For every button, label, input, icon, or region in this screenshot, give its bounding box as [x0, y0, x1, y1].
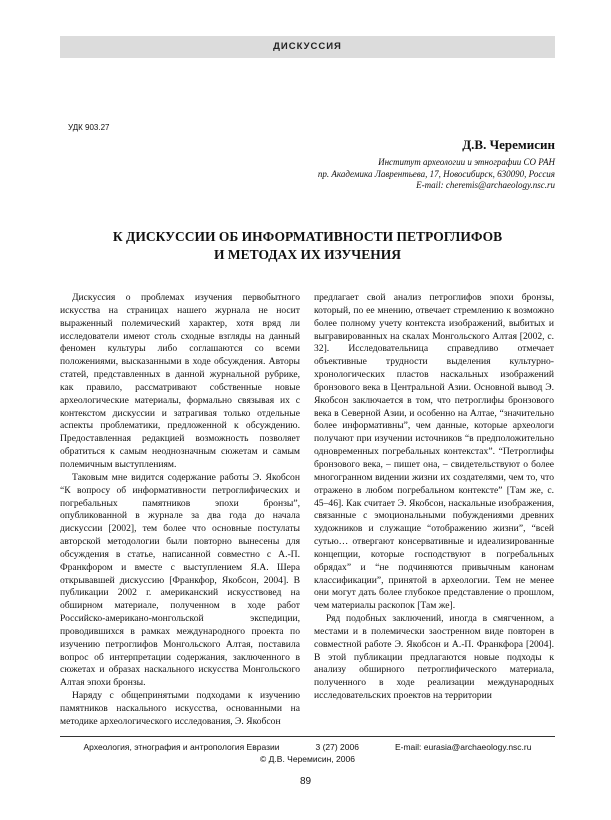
udk-code: УДК 903.27 — [68, 123, 110, 132]
journal-email: E-mail: eurasia@archaeology.nsc.ru — [394, 742, 532, 752]
author-name: Д.В. Черемисин — [462, 137, 555, 152]
author-block — [318, 137, 555, 192]
paragraph: Ряд подобных заключений, иногда в смягченном, а местами и в полемически заостренном виде повторен в совместной работе Э. Якобсон и А.-П. Франкфора [2004]. В этой публикации предлагаются новые подходы к анализу обширного петроглифического материала, полученного в ходе реализации международных исследовательских проектов на территории — [314, 613, 554, 702]
paragraph: Таковым мне видится содержание работы Э. Якобсон “К вопросу об информативности петроглифических и погребальных памятников эпохи бронзы”, опубликованной в журнале за два года до начала дискуссии [2002], тем более что основные постулаты авторской методологии были повторно вынесены для обсуждения в статье, написанной совместно с А.-П. Франкфором и вместе с выступлением Я.А. Шера открывавшей дискуссию [Франкфор, Якобсон, 2004]. В публикации 2002 г. американский искусствовед на обширном материале, полученном в ходе работ Российско-американо-монгольской экспедиции, проводившихся в рамках международного проекта по изучению петроглифов Монгольского Алтая, поставила вопрос об интерпретации содержания, заключенного в сюжетах и образах наскального искусства Монгольского Алтая эпохи бронзы. — [60, 471, 300, 689]
author-address: пр. Академика Лаврентьева, 17, Новосибирск, 630090, Россия — [317, 168, 555, 179]
journal-name: Археология, этнография и антропология Евразии — [83, 742, 280, 752]
journal-issue: 3 (27) 2006 — [315, 742, 359, 752]
author-institute: Институт археологии и этнографии СО РАН — [378, 157, 555, 167]
footer-divider — [60, 736, 555, 737]
title-line-2: И МЕТОДАХ ИХ ИЗУЧЕНИЯ — [214, 247, 401, 262]
footer-citation — [60, 742, 555, 752]
page-number: 89 — [299, 776, 312, 787]
copyright: © Д.В. Черемисин, 2006 — [260, 754, 355, 764]
paragraph: Наряду с общепринятыми подходами к изучению памятников наскального искусства, основанными на методике археологического исследования, Э. Якобсон — [60, 690, 300, 727]
author-email: E-mail: cheremis@archaeology.nsc.ru — [416, 180, 555, 190]
title-line-1: К ДИСКУССИИ ОБ ИНФОРМАТИВНОСТИ ПЕТРОГЛИФОВ — [112, 229, 503, 244]
paragraph-continued: предлагает свой анализ петроглифов эпохи бронзы, который, по ее мнению, отвечает стремлению к возможно более полному учету контекста изображений, выбитых и выгравированных на скалах Монгольского Алтая [2002, с. 32]. Исследовательница справедливо отмечает объективные трудности выделения культурно-хронологических пластов наскальных изображений бронзового века в Центральной Азии. Основной вывод Э. Якобсон заключается в том, что петроглифы бронзового века в Северной Азии, и особенно на Алтае, “значительно более информативны”, чем данные, которые археологи получают при изучении источников “в предположительно одновременных погребальных контекстах”. “Петроглифы бронзового века, – пишет она, – свидетельствуют о более многогранном видении жизни их создателями, чем то, что отражено в любом погребальном контексте” [Там же, с. 45–46]. Как считает Э. Якобсон, наскальные изображения, связанные с эмоциональными побуждениями древних художников и служащие “отображению жизни”, “всей сутью… отвергают консервативные и идеализированные концепции, которые господствуют в погребальных обрядах” и “не подчиняются привычным канонам классификации”, принятой в археологии. Тем не менее они могут дать более глубокое представление о прошлом, чем материалы раскопок [Там же]. — [314, 292, 554, 612]
body-column-left — [60, 292, 300, 729]
section-header: ДИСКУССИЯ — [60, 36, 555, 58]
body-column-right — [314, 292, 554, 703]
article-title — [60, 228, 555, 264]
paragraph: Дискуссия о проблемах изучения первобытного искусства на страницах нашего журнала не носит выраженный полемический характер, хотя вряд ли исследователи имеют столь сходные взгляды на данный феномен культуры либо соглашаются со всеми положениями, высказанными в ходе обсуждения. Авторы статей, представленных в данной журнальной рубрике, как правило, рассматривают собственные новые археологические материалы, формально связывая их с контекстом дискуссии и затрагивая только отдельные аспекты проблематики, предложенной к обсуждению. Предоставленная редакцией возможность позволяет обратиться к самым неоднозначным сюжетам и самым полемичным выступлениям. — [60, 292, 300, 470]
